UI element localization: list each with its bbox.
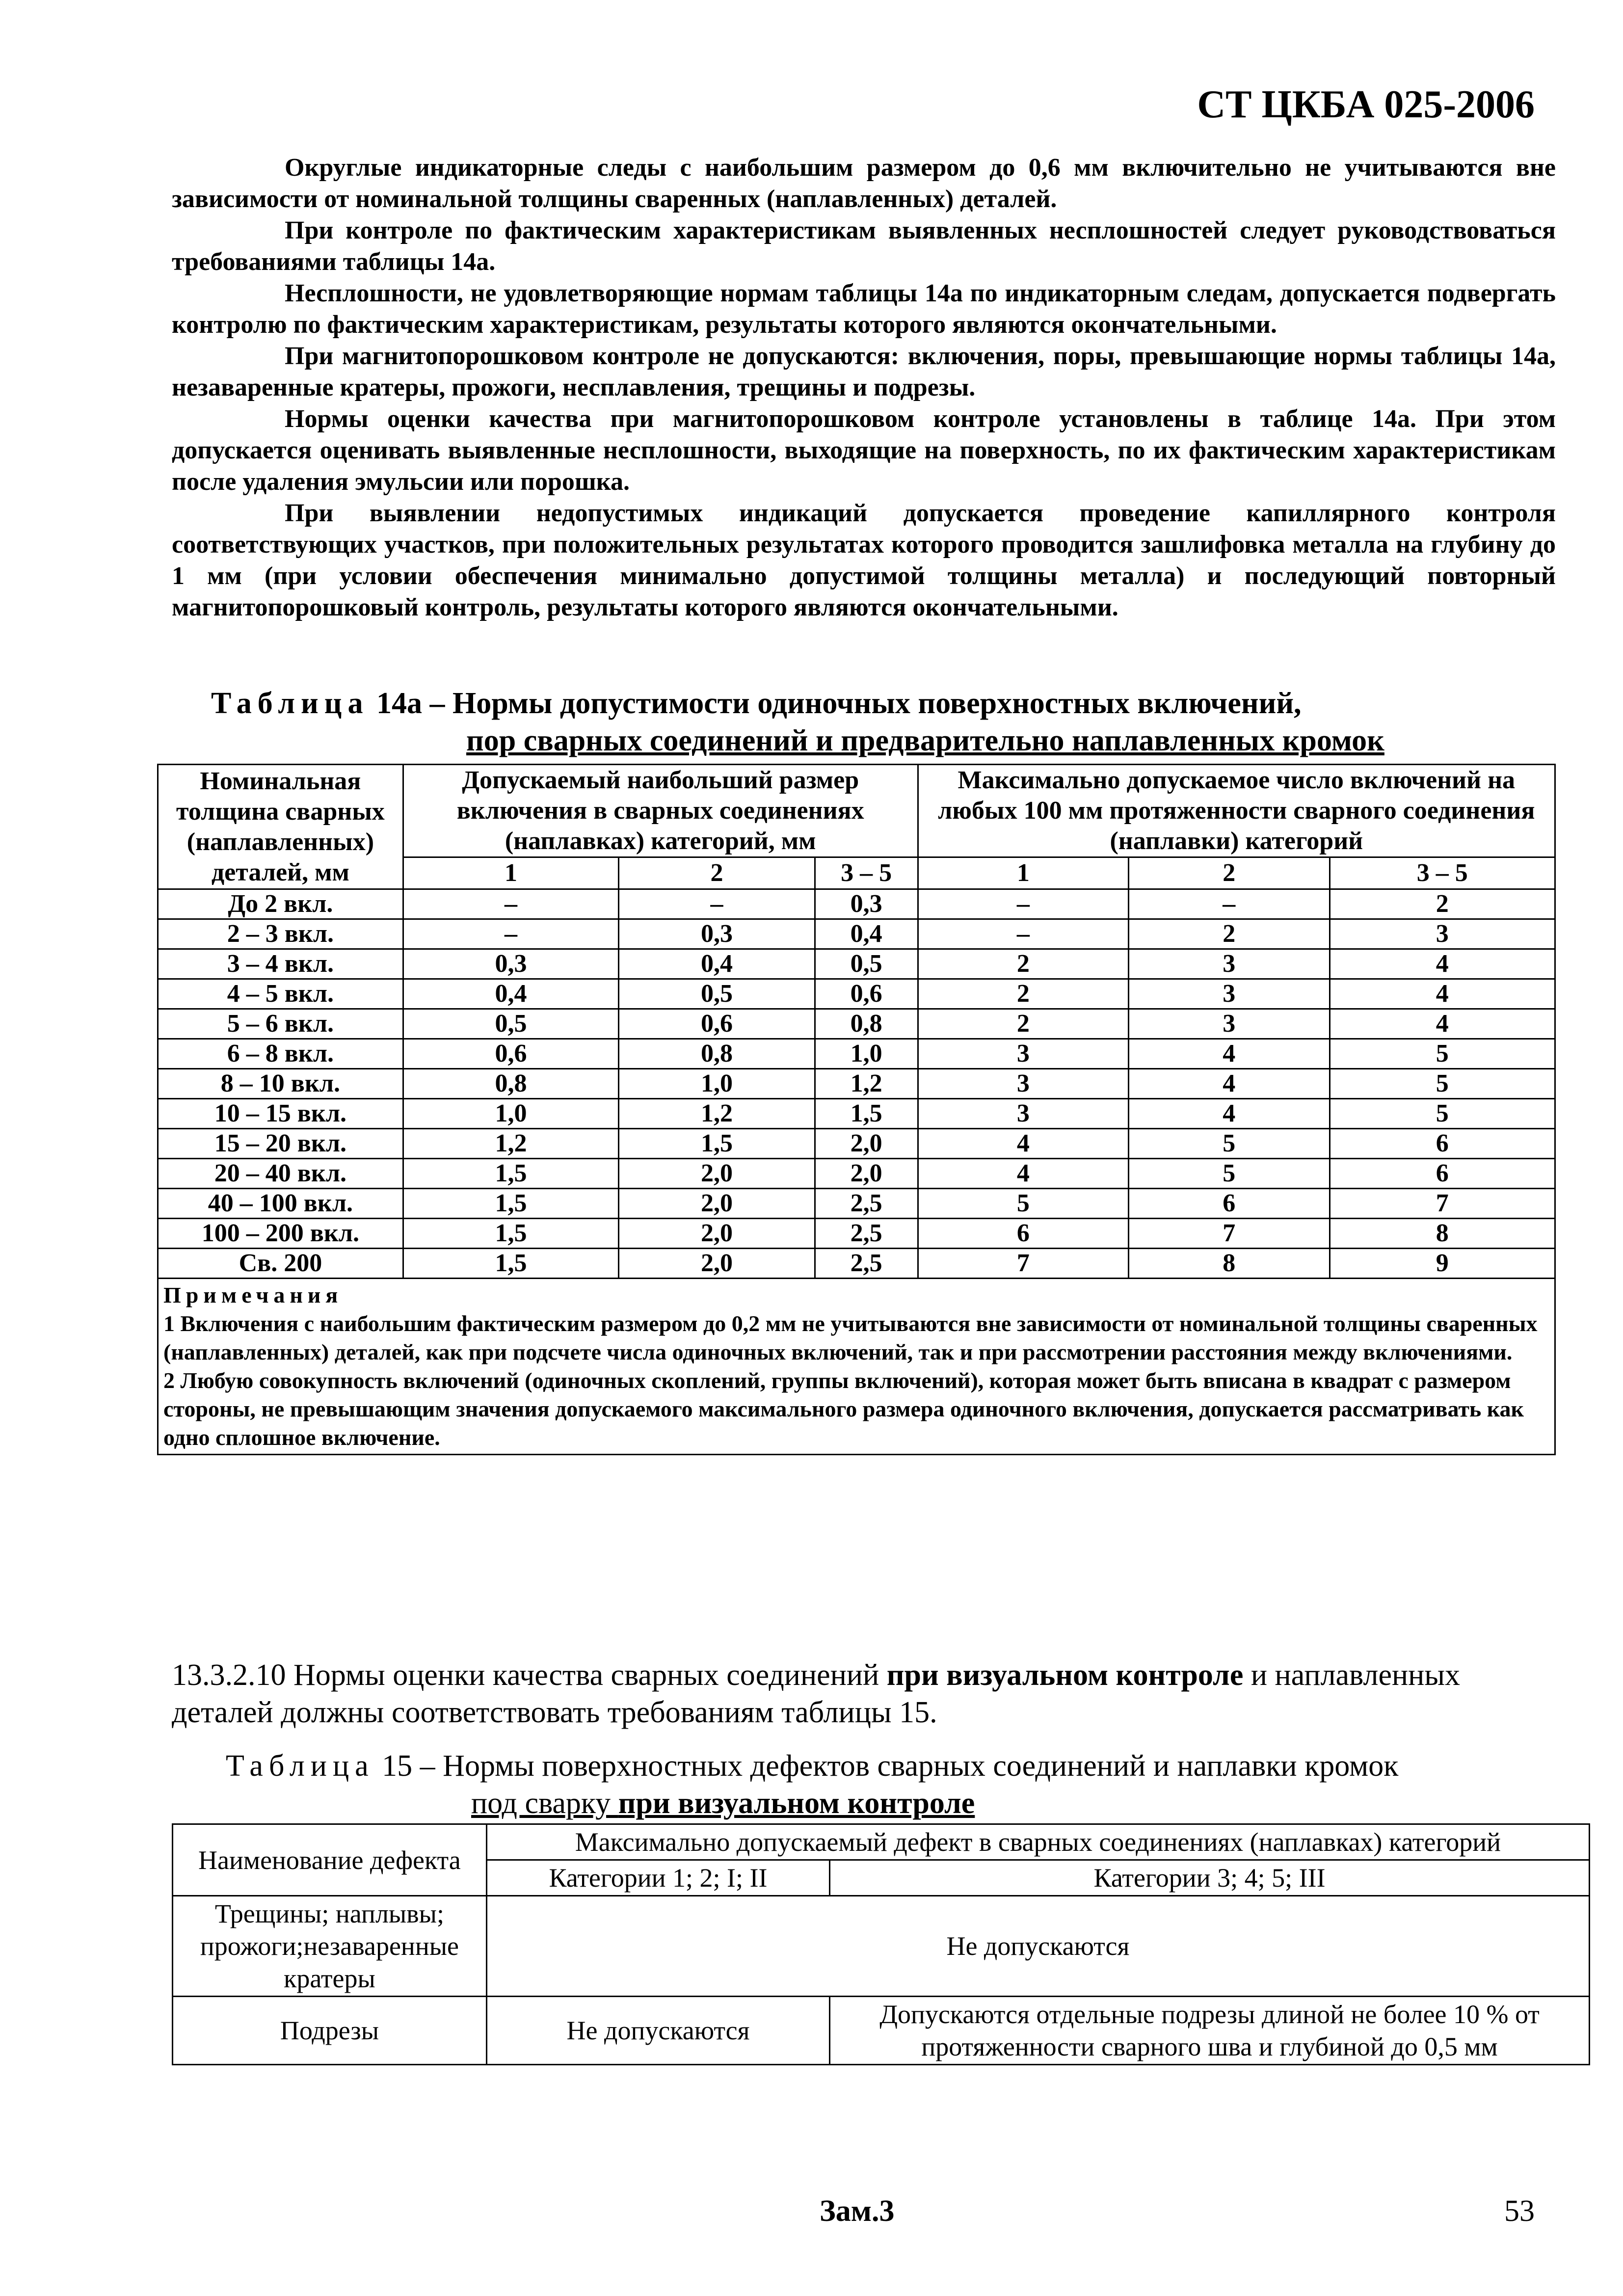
header-category: 3 – 5 [1330, 857, 1555, 889]
caption-prefix: Таблица [226, 1749, 374, 1783]
table-row [158, 979, 1555, 1009]
value-cell: 2,0 [619, 1249, 815, 1279]
value-cell: 1,5 [403, 1159, 618, 1189]
value-cell: 1,5 [403, 1249, 618, 1279]
paragraph: При магнитопорошковом контроле не допускаются: включения, поры, превышающие нормы таблицы 14а, незаваренные кратеры, прожоги, несплавления, трещины и подрезы. [172, 342, 1556, 401]
section-text: и наплавленных деталей должны соответствовать требованиям таблицы 15. [172, 1658, 1460, 1729]
value-cell: 2 [1129, 919, 1330, 949]
value-cell: 5 [1330, 1039, 1555, 1069]
value-cell: 0,4 [815, 919, 918, 949]
caption-text-line2: под сварку [471, 1787, 618, 1820]
value-cell: 3 [918, 1039, 1128, 1069]
notes-title: Примечания [163, 1282, 343, 1308]
value-cell: 3 [1129, 949, 1330, 979]
thickness-cell: 15 – 20 вкл. [158, 1129, 403, 1159]
value-cell: 4 [918, 1129, 1128, 1159]
value-cell: 6 [1330, 1129, 1555, 1159]
table-row [158, 1099, 1555, 1129]
value-cell: 1,5 [815, 1099, 918, 1129]
value-cell: 0,8 [815, 1009, 918, 1039]
value-cell: 0,6 [403, 1039, 618, 1069]
thickness-cell: 100 – 200 вкл. [158, 1219, 403, 1249]
paragraph: Нормы оценки качества при магнитопорошковом контроле установлены в таблице 14а. При этом допускается оценивать выявленные несплошности, выходящие на поверхность, по их фактическим характеристикам после удаления эмульсии или порошка. [172, 405, 1556, 496]
value-cell: 5 [1129, 1159, 1330, 1189]
value-cell: 0,8 [619, 1039, 815, 1069]
value-cell: 7 [1129, 1219, 1330, 1249]
note-2: 2 Любую совокупность включений (одиночных скоплений, группы включений), которая может быть вписана в квадрат с размером стороны, не превышающим значения допускаемого максимального размера одиночного включения, допускается рассматривать как одно сплошное включение. [163, 1368, 1524, 1450]
value-cell: 0,8 [403, 1069, 618, 1099]
table-14a-caption [211, 685, 1384, 759]
header-category: 1 [918, 857, 1128, 889]
value-cell: 4 [1330, 1009, 1555, 1039]
value-cell: 0,5 [403, 1009, 618, 1039]
table-notes [158, 1279, 1555, 1455]
value-cell: – [403, 889, 618, 919]
header-max-size: Допускаемый наибольший размер включения в сварных соединениях (наплавках) категорий, мм [403, 765, 918, 857]
header-max-count: Максимально допускаемое число включений на любых 100 мм протяженности сварного соединения (наплавки) категорий [918, 765, 1555, 857]
value-cell: 4 [1129, 1039, 1330, 1069]
value-cell: 4 [1330, 979, 1555, 1009]
caption-text: 14а – Нормы допустимости одиночных поверхностных включений, [369, 687, 1302, 720]
value-cell: 5 [1330, 1069, 1555, 1099]
value-cell: 2,0 [619, 1219, 815, 1249]
table-row [158, 1219, 1555, 1249]
defect-name: Трещины; наплывы; прожоги;незаваренные кратеры [173, 1896, 487, 1997]
header-thickness: Номинальная толщина сварных (наплавленных) деталей, мм [158, 765, 403, 889]
value-cell: 2,5 [815, 1219, 918, 1249]
value-cell: 3 [1129, 979, 1330, 1009]
thickness-cell: 10 – 15 вкл. [158, 1099, 403, 1129]
thickness-cell: 40 – 100 вкл. [158, 1189, 403, 1219]
header-category: 2 [619, 857, 815, 889]
value-cell: 2,0 [619, 1189, 815, 1219]
paragraph: При выявлении недопустимых индикаций допускается проведение капиллярного контроля соответствующих участков, при положительных результатах которого проводится зашлифовка металла на глубину до 1 мм (при условии обеспечения минимально допустимой толщины металла) и последующий повторный магнитопорошковый контроль, результаты которого являются окончательными. [172, 499, 1556, 621]
value-cell: 4 [1330, 949, 1555, 979]
paragraph: Несплошности, не удовлетворяющие нормам таблицы 14а по индикаторным следам, допускается подвергать контролю по фактическим характеристикам, результаты которого являются окончательными. [172, 279, 1556, 339]
value-cell: 6 [1129, 1189, 1330, 1219]
value-cell: – [918, 919, 1128, 949]
value-cell: 8 [1129, 1249, 1330, 1279]
value-cell: 2,5 [815, 1189, 918, 1219]
section-13-3-2-10 [172, 1656, 1556, 1731]
value-cell: 2,0 [815, 1159, 918, 1189]
header-max-defect: Максимально допускаемый дефект в сварных соединениях (наплавках) категорий [486, 1824, 1589, 1860]
value-cell: 4 [1129, 1099, 1330, 1129]
table-row [158, 889, 1555, 919]
table-row [158, 1249, 1555, 1279]
document-code: СТ ЦКБА 025-2006 [1197, 83, 1535, 126]
table-15 [172, 1823, 1590, 2065]
defect-limit: Не допускаются [486, 1896, 1589, 1997]
value-cell: 0,3 [619, 919, 815, 949]
value-cell: 6 [1330, 1159, 1555, 1189]
value-cell: 1,0 [619, 1069, 815, 1099]
value-cell: 2,0 [815, 1129, 918, 1159]
value-cell: 1,5 [619, 1129, 815, 1159]
section-emphasis: при визуальном контроле [886, 1658, 1244, 1692]
caption-emphasis: при визуальном контроле [618, 1787, 975, 1820]
value-cell: 3 [918, 1099, 1128, 1129]
table-row [158, 1069, 1555, 1099]
thickness-cell: 6 – 8 вкл. [158, 1039, 403, 1069]
value-cell: 3 [1129, 1009, 1330, 1039]
value-cell: 1,2 [403, 1129, 618, 1159]
value-cell: 2 [918, 1009, 1128, 1039]
value-cell: 0,6 [815, 979, 918, 1009]
value-cell: 4 [918, 1159, 1128, 1189]
value-cell: – [1129, 889, 1330, 919]
value-cell: – [918, 889, 1128, 919]
value-cell: 4 [1129, 1069, 1330, 1099]
defect-limit: Не допускаются [486, 1997, 829, 2065]
value-cell: 2 [918, 979, 1128, 1009]
table-14a [157, 764, 1556, 1455]
value-cell: 0,4 [403, 979, 618, 1009]
thickness-cell: 3 – 4 вкл. [158, 949, 403, 979]
table-row [158, 949, 1555, 979]
thickness-cell: 20 – 40 вкл. [158, 1159, 403, 1189]
value-cell: 0,5 [619, 979, 815, 1009]
value-cell: 2,0 [619, 1159, 815, 1189]
value-cell: 9 [1330, 1249, 1555, 1279]
value-cell: 5 [1330, 1099, 1555, 1129]
defect-name: Подрезы [173, 1997, 487, 2065]
thickness-cell: 5 – 6 вкл. [158, 1009, 403, 1039]
value-cell: 7 [918, 1249, 1128, 1279]
value-cell: 0,4 [619, 949, 815, 979]
header-category: 2 [1129, 857, 1330, 889]
table-row [158, 919, 1555, 949]
value-cell: 7 [1330, 1189, 1555, 1219]
paragraph: При контроле по фактическим характеристикам выявленных несплошностей следует руководствоваться требованиями таблицы 14а. [172, 216, 1556, 276]
header-category-b: Категории 3; 4; 5; III [830, 1860, 1590, 1896]
caption-prefix: Таблица [211, 687, 369, 720]
value-cell: 0,3 [403, 949, 618, 979]
table-row [158, 1039, 1555, 1069]
table-row [158, 1009, 1555, 1039]
page-number: 53 [1504, 2194, 1535, 2228]
value-cell: 0,3 [815, 889, 918, 919]
value-cell: 0,5 [815, 949, 918, 979]
value-cell: 6 [918, 1219, 1128, 1249]
thickness-cell: 8 – 10 вкл. [158, 1069, 403, 1099]
value-cell: 0,6 [619, 1009, 815, 1039]
value-cell: 5 [918, 1189, 1128, 1219]
thickness-cell: До 2 вкл. [158, 889, 403, 919]
value-cell: 1,5 [403, 1189, 618, 1219]
table-row [158, 1159, 1555, 1189]
thickness-cell: Св. 200 [158, 1249, 403, 1279]
value-cell: 3 [1330, 919, 1555, 949]
table-14a-body [158, 889, 1555, 1279]
defect-limit: Допускаются отдельные подрезы длиной не более 10 % от протяженности сварного шва и глубиной до 0,5 мм [830, 1997, 1590, 2065]
body-text [172, 152, 1556, 623]
header-defect-name: Наименование дефекта [173, 1824, 487, 1896]
value-cell: 1,2 [815, 1069, 918, 1099]
thickness-cell: 4 – 5 вкл. [158, 979, 403, 1009]
value-cell: 1,2 [619, 1099, 815, 1129]
table-row [158, 1129, 1555, 1159]
table-15-caption [226, 1747, 1398, 1822]
amendment-mark: Зам.3 [820, 2194, 895, 2228]
caption-text: 15 – Нормы поверхностных дефектов сварных соединений и наплавки кромок [374, 1749, 1399, 1783]
value-cell: 1,5 [403, 1219, 618, 1249]
header-category: 3 – 5 [815, 857, 918, 889]
header-category-a: Категории 1; 2; I; II [486, 1860, 829, 1896]
value-cell: 2 [918, 949, 1128, 979]
value-cell: 2 [1330, 889, 1555, 919]
value-cell: – [403, 919, 618, 949]
value-cell: 5 [1129, 1129, 1330, 1159]
value-cell: – [619, 889, 815, 919]
value-cell: 2,5 [815, 1249, 918, 1279]
value-cell: 8 [1330, 1219, 1555, 1249]
value-cell: 3 [918, 1069, 1128, 1099]
table-row [158, 1189, 1555, 1219]
header-category: 1 [403, 857, 618, 889]
value-cell: 1,0 [815, 1039, 918, 1069]
value-cell: 1,0 [403, 1099, 618, 1129]
caption-text-line2: пор сварных соединений и предварительно наплавленных кромок [466, 724, 1384, 757]
section-text: 13.3.2.10 Нормы оценки качества сварных соединений [172, 1658, 887, 1692]
thickness-cell: 2 – 3 вкл. [158, 919, 403, 949]
paragraph: Округлые индикаторные следы с наибольшим размером до 0,6 мм включительно не учитываются вне зависимости от номинальной толщины сваренных (наплавленных) деталей. [172, 154, 1556, 213]
note-1: 1 Включения с наибольшим фактическим размером до 0,2 мм не учитываются вне зависимости от номинальной толщины сваренных (наплавленных) деталей, как при подсчете числа одиночных включений, так и при рассмотрении расстояния между включениями. [163, 1311, 1538, 1364]
